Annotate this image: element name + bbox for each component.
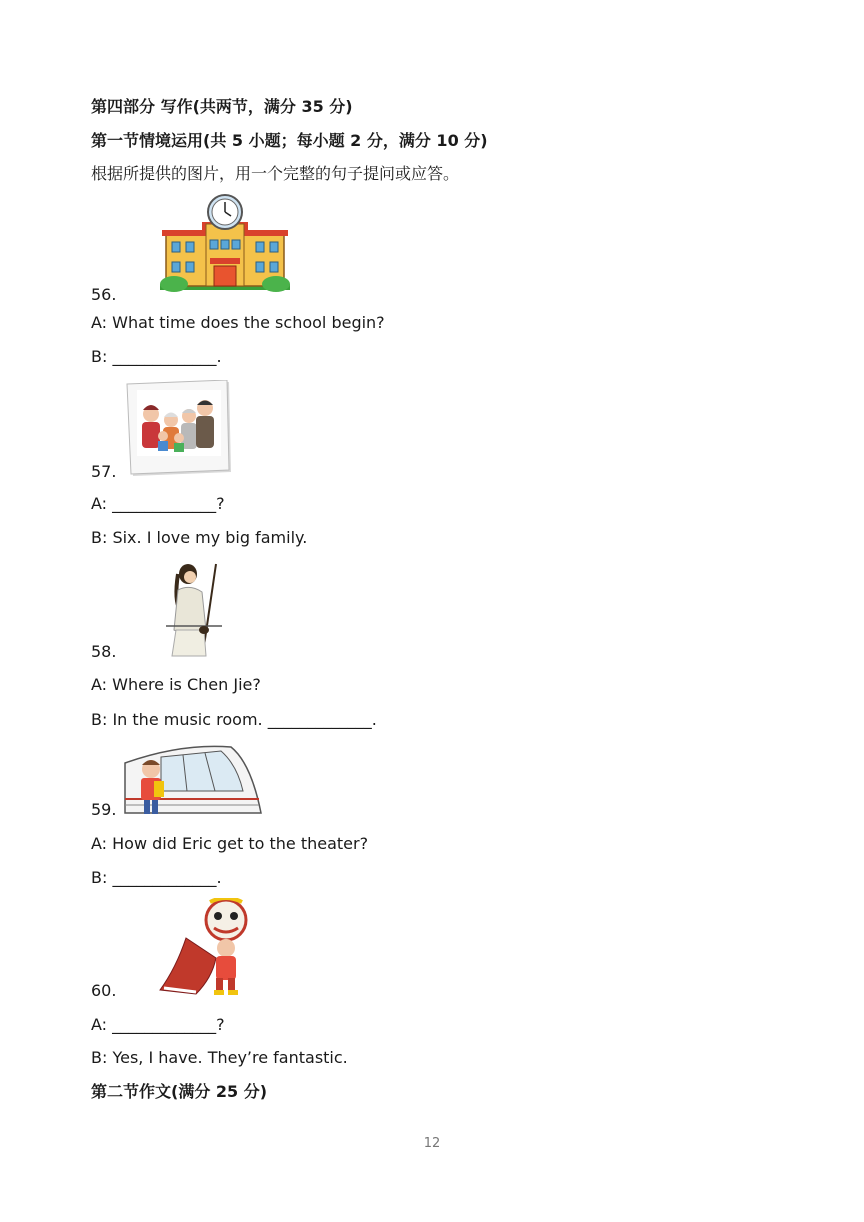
question-line-a: A: _____________?	[91, 1015, 225, 1034]
question-number: 60.	[91, 981, 117, 1000]
question-number: 57.	[91, 462, 117, 481]
part-heading: 第四部分 写作(共两节，满分 35 分)	[91, 97, 353, 116]
subway-boy-picture	[121, 743, 263, 817]
question-number: 58.	[91, 642, 117, 661]
section2-heading: 第二节作文(满分 25 分)	[91, 1082, 268, 1101]
lion-dance-picture	[156, 898, 256, 998]
question-line-a: A: Where is Chen Jie?	[91, 675, 261, 694]
page-number: 12	[423, 1136, 441, 1151]
question-number: 59.	[91, 800, 117, 819]
erhu-player-picture	[160, 560, 230, 658]
question-line-b: B: _____________.	[91, 347, 222, 366]
family-photo-picture	[125, 380, 235, 478]
section1-heading: 第一节情境运用(共 5 小题；每小题 2 分，满分 10 分)	[91, 131, 488, 150]
question-line-a: A: What time does the school begin?	[91, 313, 385, 332]
question-line-b: B: Yes, I have. They’re fantastic.	[91, 1048, 348, 1067]
instruction: 根据所提供的图片，用一个完整的句子提问或应答。	[91, 164, 460, 183]
school-building-picture	[158, 192, 292, 300]
question-line-b: B: _____________.	[91, 868, 222, 887]
question-line-a: A: _____________?	[91, 494, 225, 513]
question-number: 56.	[91, 285, 117, 304]
question-line-b: B: Six. I love my big family.	[91, 528, 308, 547]
question-line-a: A: How did Eric get to the theater?	[91, 834, 369, 853]
question-line-b: B: In the music room. _____________.	[91, 710, 377, 729]
